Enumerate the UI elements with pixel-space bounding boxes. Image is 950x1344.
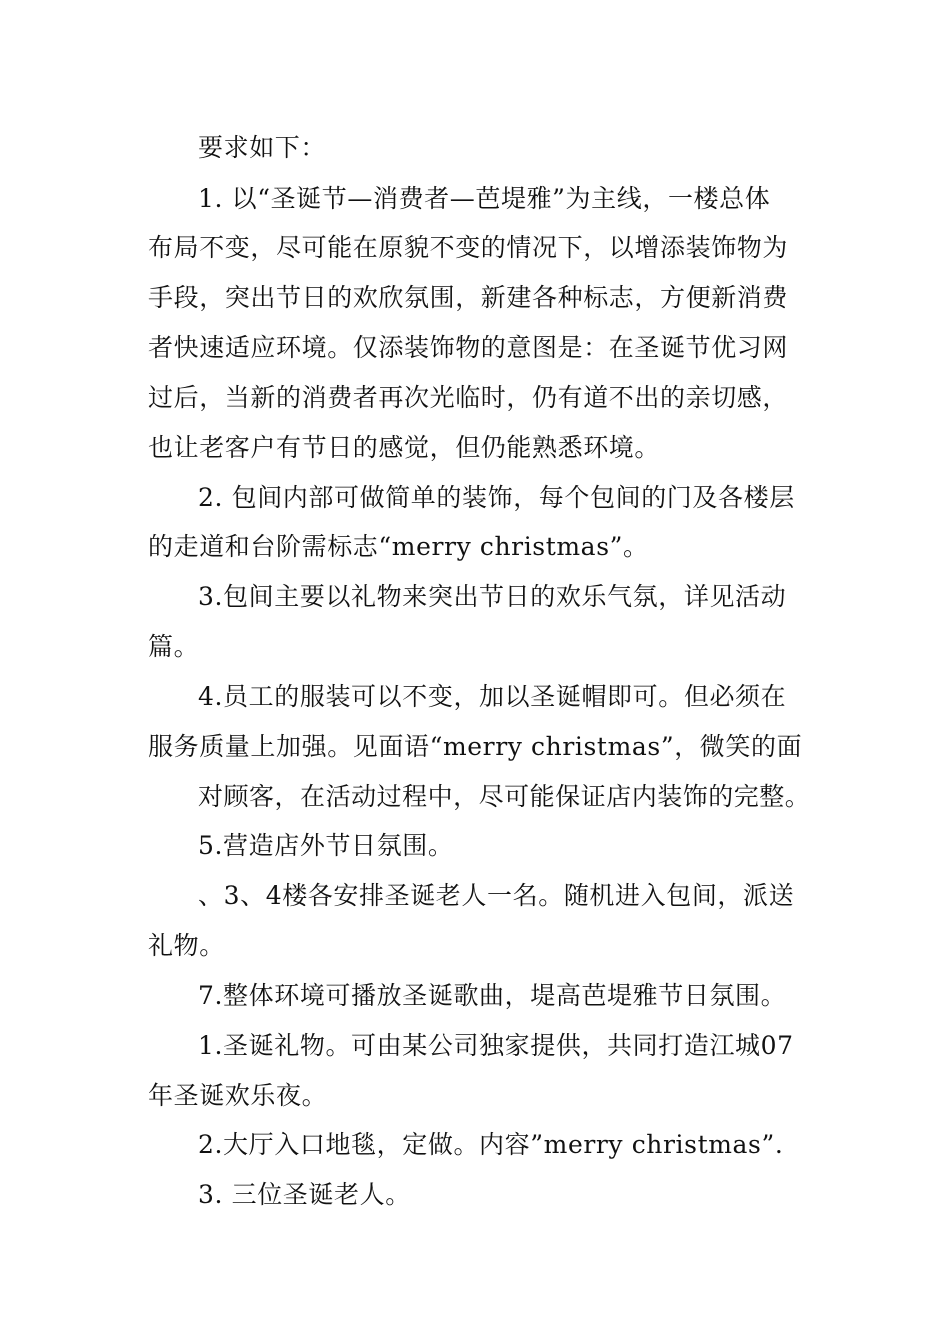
text-line: 也让老客户有节日的感觉，但仍能熟悉环境。 <box>148 433 661 462</box>
text-line: 2.大厅入口地毯，定做。内容”merry christmas”. <box>198 1130 784 1159</box>
text-line: 7.整体环境可播放圣诞歌曲，堤高芭堤雅节日氛围。 <box>198 981 787 1010</box>
text-line: 布局不变，尽可能在原貌不变的情况下，以增添装饰物为 <box>148 233 789 262</box>
text-line: 1.圣诞礼物。可由某公司独家提供，共同打造江城07 <box>198 1031 794 1060</box>
text-line: 要求如下： <box>198 133 327 162</box>
text-line: 年圣诞欢乐夜。 <box>148 1081 328 1110</box>
text-line: 3.包间主要以礼物来突出节日的欢乐气氛，详见活动 <box>198 582 787 611</box>
text-line: 5.营造店外节日氛围。 <box>198 831 454 860</box>
text-line: 对顾客，在活动过程中，尽可能保证店内装饰的完整。 <box>198 782 811 811</box>
text-line: 者快速适应环境。仅添装饰物的意图是：在圣诞节优习网 <box>148 333 789 362</box>
text-line: 4.员工的服装可以不变，加以圣诞帽即可。但必须在 <box>198 682 787 711</box>
text-line: 服务质量上加强。见面语“merry christmas”，微笑的面 <box>148 732 803 761</box>
text-line: 1. 以“圣诞节—消费者—芭堤雅”为主线，一楼总体 <box>198 184 771 213</box>
text-line: 篇。 <box>148 632 200 661</box>
text-line: 礼物。 <box>148 931 225 960</box>
text-line: 过后，当新的消费者再次光临时，仍有道不出的亲切感， <box>148 383 789 412</box>
text-line: 、3、4楼各安排圣诞老人一名。随机进入包间，派送 <box>198 881 795 910</box>
text-line: 2. 包间内部可做简单的装饰，每个包间的门及各楼层 <box>198 483 795 512</box>
text-line: 手段，突出节日的欢欣氛围，新建各种标志，方便新消费 <box>148 283 789 312</box>
text-line: 3. 三位圣诞老人。 <box>198 1180 411 1209</box>
text-line: 的走道和台阶需标志“merry christmas”。 <box>148 532 649 561</box>
